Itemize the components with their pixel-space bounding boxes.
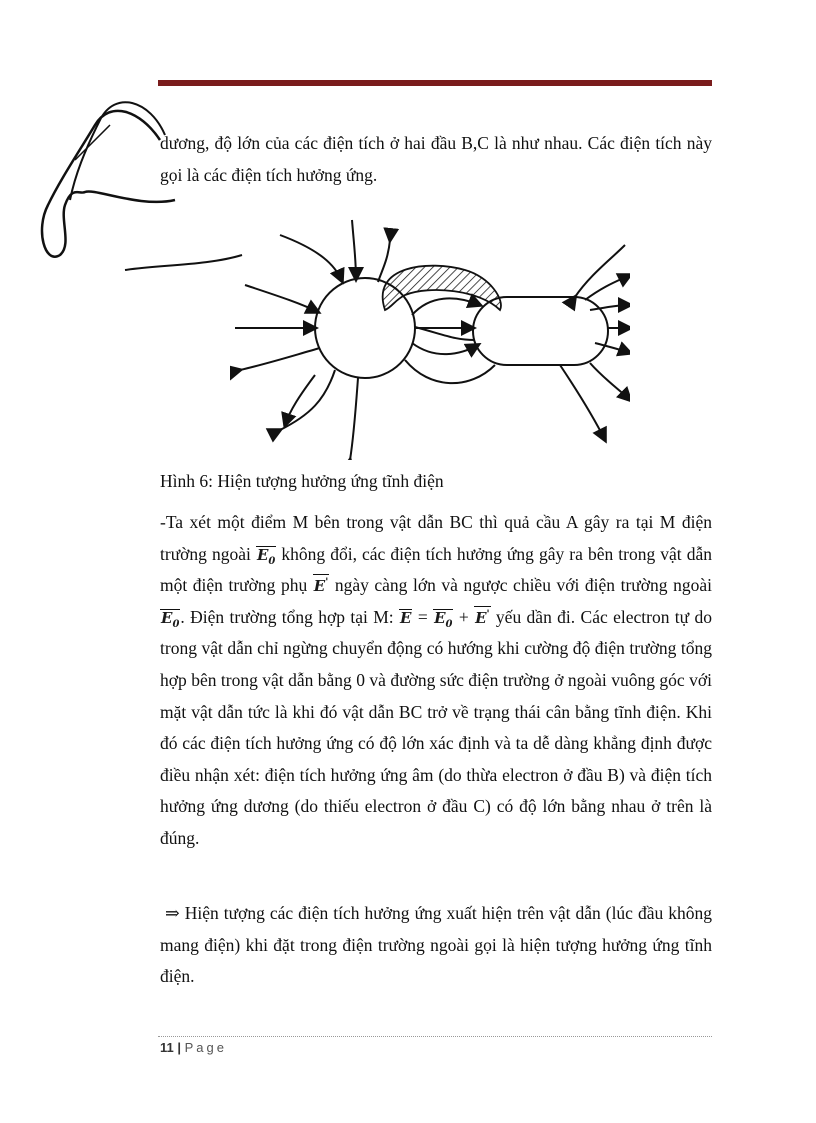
field-lines-sphere bbox=[235, 220, 630, 460]
vector-e0 bbox=[256, 546, 276, 570]
page-footer bbox=[160, 1040, 227, 1055]
electrostatic-induction-diagram bbox=[230, 215, 630, 460]
text-span: ngày càng lớn và ngược chiều với điện trường ngoài bbox=[329, 575, 712, 596]
implies-arrow-icon: ⇒ bbox=[165, 903, 180, 923]
vector-e-total: E bbox=[400, 608, 412, 627]
vector-e-prime-base: E bbox=[313, 577, 326, 596]
hatched-shield bbox=[383, 266, 501, 310]
vector-e-prime-base: E bbox=[475, 608, 487, 627]
text-span: . Điện trường tổng hợp tại M: bbox=[180, 606, 400, 627]
footer-rule bbox=[158, 1036, 712, 1037]
text-span: -Ta xét một điểm M bên trong vật dẫn BC thì quả cầu A gây ra tại M điện trường ngoài bbox=[160, 512, 712, 564]
footer-separator: | bbox=[173, 1040, 185, 1055]
vector-e-prime-sup: ' bbox=[325, 577, 329, 589]
paragraph-top bbox=[160, 128, 712, 191]
vector-e0-sub: 0 bbox=[172, 618, 180, 630]
equals-sign: = bbox=[412, 606, 434, 627]
paragraph-top-text: dương, độ lớn của các điện tích ở hai đầu B,C là như nhau. Các điện tích này gọi là các điện tích hưởng ứng. bbox=[160, 133, 712, 185]
vector-e0-sub: 0 bbox=[445, 618, 453, 630]
vector-e0-sub: 0 bbox=[268, 555, 276, 567]
text-span: yếu dần đi. Các electron tự do trong vật dẫn chỉ ngừng chuyển động có hướng khi cường độ điện trường tổng hợp bên trong vật dẫn bằng 0 và đường sức điện trường ở ngoài vuông góc với mặt vật dẫn tức là khi đó vật dẫn BC trở về trạng thái cân bằng tĩnh điện. Khi đó các điện tích hưởng ứng có độ lớn xác định và ta dễ dàng khẳng định được điều nhận xét: điện tích hưởng ứng âm (do thừa electron ở đầu B) và điện tích hưởng ứng dương (do thiếu electron ở đầu C) có độ lớn bằng nhau ở trên là đúng. bbox=[160, 606, 713, 848]
conductor-bc bbox=[473, 297, 608, 365]
vector-e-prime bbox=[313, 574, 330, 594]
paragraph-main bbox=[160, 507, 712, 855]
plus-sign: + bbox=[453, 606, 475, 627]
page-label: Page bbox=[184, 1040, 227, 1055]
figure-caption: Hình 6: Hiện tượng hưởng ứng tĩnh điện bbox=[160, 471, 444, 491]
vector-e-prime bbox=[474, 606, 491, 626]
vector-e0-base: E bbox=[161, 608, 173, 627]
paragraph-conclusion-text bbox=[160, 898, 712, 993]
paragraph-conclusion bbox=[160, 898, 712, 993]
paragraph-main-text bbox=[160, 507, 712, 855]
vector-e0 bbox=[160, 609, 180, 633]
text-span: Hiện tượng các điện tích hưởng ứng xuất hiện trên vật dẫn (lúc đầu không mang điện) khi đặt trong điện trường ngoài gọi là hiện tượng hưởng ứng tĩnh điện. bbox=[160, 903, 712, 986]
text-span: không đổi, các điện tích hưởng ứng gây ra bên trong vật dẫn một điện trường phụ bbox=[160, 543, 712, 596]
vector-e-prime-sup: ' bbox=[486, 608, 490, 620]
vector-e0-base: E bbox=[256, 545, 269, 564]
vector-e0 bbox=[433, 609, 453, 633]
vector-e0-base: E bbox=[434, 608, 446, 627]
page-number: 11 bbox=[160, 1040, 174, 1055]
